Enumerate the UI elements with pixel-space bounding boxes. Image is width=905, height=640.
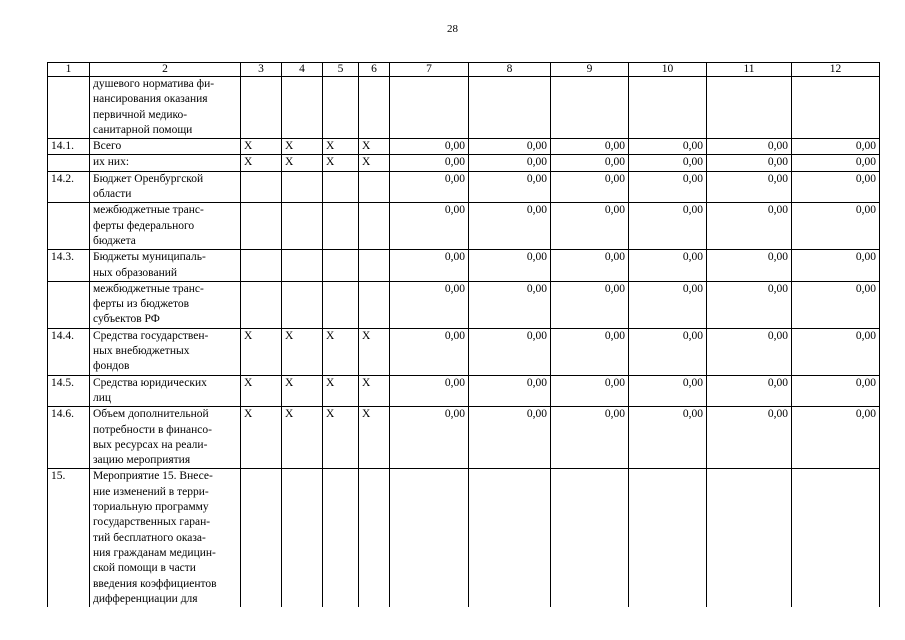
mark-cell (323, 469, 359, 607)
mark-cell (323, 77, 359, 139)
value-cell: 0,00 (551, 281, 629, 328)
row-name (90, 77, 241, 139)
row-name-line: тий бесплатного оказа- (93, 531, 206, 544)
table-row (48, 139, 880, 155)
row-name-line: ферты федерального (93, 219, 195, 232)
column-header: 11 (707, 63, 792, 77)
value-cell: 0,00 (629, 250, 707, 282)
mark-cell: X (323, 407, 359, 469)
value-cell: 0,00 (792, 375, 880, 407)
mark-cell: X (241, 155, 282, 171)
column-header: 12 (792, 63, 880, 77)
row-name (90, 250, 241, 282)
row-name-line: вых ресурсах на реали- (93, 438, 208, 451)
row-name-line: ской помощи в части (93, 562, 196, 575)
column-header: 1 (48, 63, 90, 77)
row-number: 14.1. (48, 139, 90, 155)
mark-cell (359, 171, 390, 203)
row-name-line: зацию мероприятия (93, 454, 191, 467)
value-cell: 0,00 (792, 203, 880, 250)
value-cell: 0,00 (469, 250, 551, 282)
mark-cell: X (359, 155, 390, 171)
mark-cell (359, 203, 390, 250)
row-name-line: введения коэффициентов (93, 577, 217, 590)
mark-cell (282, 281, 323, 328)
value-cell: 0,00 (469, 155, 551, 171)
row-number: 15. (48, 469, 90, 607)
value-cell: 0,00 (629, 328, 707, 375)
row-name-line: межбюджетные транс- (93, 204, 204, 217)
table-row (48, 469, 880, 607)
value-cell: 0,00 (551, 203, 629, 250)
mark-cell (323, 250, 359, 282)
value-cell: 0,00 (707, 139, 792, 155)
row-name-line: государственных гаран- (93, 516, 211, 529)
value-cell: 0,00 (629, 281, 707, 328)
header-row (48, 63, 880, 77)
row-name (90, 203, 241, 250)
mark-cell: X (323, 155, 359, 171)
column-header: 7 (390, 63, 469, 77)
row-name (90, 155, 241, 171)
value-cell: 0,00 (469, 375, 551, 407)
value-cell: 0,00 (469, 171, 551, 203)
row-name (90, 328, 241, 375)
value-cell (629, 77, 707, 139)
value-cell: 0,00 (792, 171, 880, 203)
value-cell (551, 77, 629, 139)
column-header: 2 (90, 63, 241, 77)
value-cell: 0,00 (551, 171, 629, 203)
column-header: 10 (629, 63, 707, 77)
row-name-line: межбюджетные транс- (93, 282, 204, 295)
row-number (48, 155, 90, 171)
mark-cell (241, 77, 282, 139)
mark-cell: X (323, 139, 359, 155)
row-name-line: бюджета (93, 234, 136, 247)
mark-cell: X (323, 375, 359, 407)
value-cell: 0,00 (707, 281, 792, 328)
value-cell: 0,00 (792, 328, 880, 375)
mark-cell (282, 77, 323, 139)
value-cell (792, 469, 880, 607)
row-name-line: Мероприятие 15. Внесе- (93, 470, 213, 483)
table-row (48, 155, 880, 171)
row-name (90, 407, 241, 469)
value-cell: 0,00 (469, 203, 551, 250)
column-header: 3 (241, 63, 282, 77)
value-cell: 0,00 (551, 407, 629, 469)
page-number: 28 (447, 23, 458, 35)
value-cell: 0,00 (390, 171, 469, 203)
value-cell: 0,00 (551, 155, 629, 171)
value-cell: 0,00 (707, 171, 792, 203)
mark-cell: X (241, 375, 282, 407)
row-name-line: лиц (93, 391, 112, 404)
mark-cell (282, 250, 323, 282)
row-name-line: области (93, 188, 132, 201)
row-name-line: субъектов РФ (93, 313, 160, 326)
mark-cell (359, 281, 390, 328)
value-cell: 0,00 (390, 155, 469, 171)
value-cell (792, 77, 880, 139)
table-row (48, 281, 880, 328)
value-cell: 0,00 (390, 139, 469, 155)
value-cell: 0,00 (390, 328, 469, 375)
row-name (90, 139, 241, 155)
row-name-line: Средства юридических (93, 376, 207, 389)
value-cell (551, 469, 629, 607)
value-cell: 0,00 (707, 375, 792, 407)
value-cell: 0,00 (469, 407, 551, 469)
column-header: 8 (469, 63, 551, 77)
value-cell (390, 77, 469, 139)
value-cell: 0,00 (390, 375, 469, 407)
value-cell: 0,00 (707, 407, 792, 469)
column-header: 5 (323, 63, 359, 77)
row-number (48, 203, 90, 250)
row-name-line: потребности в финансо- (93, 423, 212, 436)
mark-cell: X (282, 155, 323, 171)
mark-cell (282, 469, 323, 607)
value-cell: 0,00 (390, 407, 469, 469)
value-cell: 0,00 (469, 281, 551, 328)
mark-cell: X (282, 375, 323, 407)
value-cell: 0,00 (390, 281, 469, 328)
row-name (90, 171, 241, 203)
row-name-line: нансирования оказания (93, 93, 208, 106)
value-cell: 0,00 (707, 155, 792, 171)
value-cell: 0,00 (551, 328, 629, 375)
value-cell: 0,00 (551, 375, 629, 407)
row-name-line: Бюджет Оренбургской (93, 172, 204, 185)
mark-cell (241, 281, 282, 328)
mark-cell: X (323, 328, 359, 375)
value-cell: 0,00 (390, 203, 469, 250)
mark-cell: X (282, 328, 323, 375)
row-name (90, 469, 241, 607)
mark-cell (323, 171, 359, 203)
row-name-line: ния гражданам медицин- (93, 546, 216, 559)
value-cell: 0,00 (792, 250, 880, 282)
row-number: 14.6. (48, 407, 90, 469)
row-name-line: ферты из бюджетов (93, 298, 190, 311)
mark-cell (359, 77, 390, 139)
row-name-line: дифференциации для (93, 592, 198, 605)
value-cell (707, 77, 792, 139)
mark-cell (282, 203, 323, 250)
row-name-line: санитарной помощи (93, 123, 193, 136)
mark-cell: X (359, 328, 390, 375)
mark-cell (323, 203, 359, 250)
mark-cell (282, 171, 323, 203)
value-cell: 0,00 (629, 203, 707, 250)
value-cell (469, 77, 551, 139)
budget-table (47, 62, 880, 607)
mark-cell (241, 250, 282, 282)
row-name-line: их них: (93, 156, 130, 169)
row-name-line: душевого норматива фи- (93, 78, 215, 90)
mark-cell: X (241, 407, 282, 469)
value-cell: 0,00 (792, 155, 880, 171)
row-name-line: Объем дополнительной (93, 408, 209, 421)
row-name-line: ние изменений в терри- (93, 485, 209, 498)
table-body (48, 77, 880, 608)
value-cell (629, 469, 707, 607)
value-cell (469, 469, 551, 607)
row-number: 14.4. (48, 328, 90, 375)
table-row (48, 77, 880, 139)
mark-cell (241, 171, 282, 203)
value-cell: 0,00 (707, 250, 792, 282)
row-name-line: ных внебюджетных (93, 345, 190, 358)
table-row (48, 171, 880, 203)
column-header: 9 (551, 63, 629, 77)
mark-cell: X (359, 139, 390, 155)
value-cell: 0,00 (629, 407, 707, 469)
value-cell: 0,00 (792, 407, 880, 469)
mark-cell (359, 469, 390, 607)
mark-cell (241, 203, 282, 250)
row-name (90, 375, 241, 407)
column-header: 6 (359, 63, 390, 77)
value-cell: 0,00 (792, 281, 880, 328)
mark-cell: X (359, 375, 390, 407)
table-row (48, 203, 880, 250)
value-cell: 0,00 (707, 328, 792, 375)
row-number: 14.2. (48, 171, 90, 203)
row-name-line: ториальную программу (93, 501, 209, 514)
row-name-line: Бюджеты муниципаль- (93, 251, 206, 264)
row-number (48, 77, 90, 139)
row-name-line: первичной медико- (93, 108, 188, 121)
value-cell: 0,00 (551, 139, 629, 155)
column-header: 4 (282, 63, 323, 77)
value-cell: 0,00 (629, 139, 707, 155)
table-row (48, 375, 880, 407)
value-cell: 0,00 (390, 250, 469, 282)
table-row (48, 407, 880, 469)
value-cell (390, 469, 469, 607)
mark-cell: X (241, 328, 282, 375)
value-cell: 0,00 (629, 171, 707, 203)
row-name-line: Средства государствен- (93, 329, 209, 342)
mark-cell: X (282, 139, 323, 155)
row-number: 14.5. (48, 375, 90, 407)
value-cell: 0,00 (707, 203, 792, 250)
mark-cell: X (282, 407, 323, 469)
value-cell: 0,00 (629, 375, 707, 407)
row-number: 14.3. (48, 250, 90, 282)
mark-cell (323, 281, 359, 328)
table-row (48, 328, 880, 375)
value-cell: 0,00 (629, 155, 707, 171)
row-name-line: фондов (93, 360, 130, 373)
mark-cell: X (241, 139, 282, 155)
value-cell: 0,00 (551, 250, 629, 282)
mark-cell (241, 469, 282, 607)
mark-cell (359, 250, 390, 282)
row-name-line: ных образований (93, 266, 178, 279)
value-cell: 0,00 (469, 328, 551, 375)
mark-cell: X (359, 407, 390, 469)
row-name-line: Всего (93, 140, 122, 153)
table-row (48, 250, 880, 282)
row-name (90, 281, 241, 328)
value-cell (707, 469, 792, 607)
value-cell: 0,00 (469, 139, 551, 155)
row-number (48, 281, 90, 328)
value-cell: 0,00 (792, 139, 880, 155)
